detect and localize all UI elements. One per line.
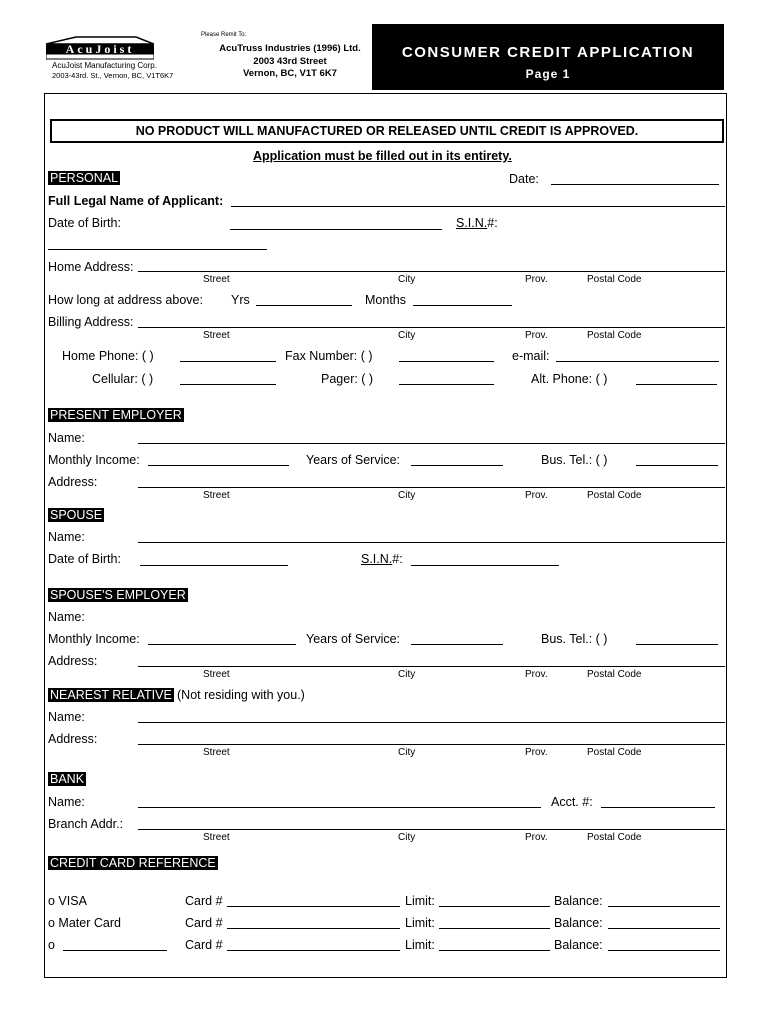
balance-label: Balance: — [554, 916, 603, 930]
employer-name-label: Name: — [48, 431, 85, 445]
spouse-years-label: Years of Service: — [306, 632, 401, 646]
card-number-label: Card # — [185, 894, 223, 908]
street-sub: Street — [203, 669, 230, 680]
street-sub: Street — [203, 832, 230, 843]
bank-name-label: Name: — [48, 795, 85, 809]
email-field[interactable] — [556, 361, 719, 362]
employer-address-label: Address: — [48, 475, 98, 489]
alt-phone-field[interactable] — [636, 384, 717, 385]
city-sub: City — [398, 747, 416, 758]
street-sub: Street — [203, 274, 230, 285]
monthly-income-label: Monthly Income: — [48, 453, 140, 467]
city-sub: City — [398, 330, 416, 341]
card-number-label: Card # — [185, 916, 223, 930]
card-type-visa[interactable]: o VISA — [48, 894, 87, 908]
spouse-employer-header: SPOUSE'S EMPLOYER — [50, 588, 186, 602]
card-number-field[interactable] — [227, 950, 400, 951]
remit-label: Please Remit To: — [201, 32, 247, 38]
bank-name-field[interactable] — [138, 807, 541, 808]
yrs-field[interactable] — [256, 305, 352, 306]
branch-label: Branch Addr.: — [48, 817, 124, 831]
title-box — [372, 24, 724, 90]
approval-notice: NO PRODUCT WILL MANUFACTURED OR RELEASED UNTIL CREDIT IS APPROVED. — [50, 119, 724, 143]
spouse-header: SPOUSE — [50, 508, 103, 522]
yrs-label: Yrs — [231, 293, 250, 307]
spouse-sin-field[interactable] — [411, 565, 559, 566]
postal-sub: Postal Code — [587, 274, 642, 285]
legal-name-field[interactable] — [231, 206, 725, 207]
billing-label: Billing Address: — [48, 315, 134, 329]
card-type-other-field[interactable] — [63, 950, 167, 951]
card-type-other[interactable]: o — [48, 938, 55, 952]
logo-address: 2003-43rd. St., Vernon, BC, V1T6K7 — [52, 71, 174, 80]
card-type-mastercard[interactable]: o Mater Card — [48, 916, 121, 930]
balance-field[interactable] — [608, 906, 720, 907]
spouse-name-field[interactable] — [138, 542, 725, 543]
fax-field[interactable] — [399, 361, 494, 362]
city-sub: City — [398, 274, 416, 285]
fax-label: Fax Number: ( ) — [285, 349, 373, 363]
cellular-field[interactable] — [180, 384, 276, 385]
years-service-field[interactable] — [411, 465, 503, 466]
spouse-dob-label: Date of Birth: — [48, 552, 121, 566]
branch-field[interactable] — [138, 829, 725, 830]
street-sub: Street — [203, 330, 230, 341]
relative-name-field[interactable] — [138, 722, 725, 723]
limit-field[interactable] — [439, 950, 550, 951]
employer-name-field[interactable] — [138, 443, 725, 444]
relative-address-field[interactable] — [138, 744, 725, 745]
remit-street: 2003 43rd Street — [253, 56, 327, 67]
legal-name-label: Full Legal Name of Applicant: — [48, 194, 224, 208]
email-label: e-mail: — [512, 349, 550, 363]
prov-sub: Prov. — [525, 330, 548, 341]
street-sub: Street — [203, 747, 230, 758]
relative-address-label: Address: — [48, 732, 98, 746]
postal-sub: Postal Code — [587, 747, 642, 758]
personal-header: PERSONAL — [50, 171, 119, 185]
spouse-employer-address-field[interactable] — [138, 666, 725, 667]
city-sub: City — [398, 669, 416, 680]
spouse-income-field[interactable] — [148, 644, 296, 645]
prov-sub: Prov. — [525, 747, 548, 758]
instruction-text: Application must be filled out in its entirety. — [253, 149, 512, 163]
limit-field[interactable] — [439, 906, 550, 907]
spouse-employer-address-label: Address: — [48, 654, 98, 668]
years-service-label: Years of Service: — [306, 453, 401, 467]
company-logo — [46, 36, 154, 60]
home-address-label: Home Address: — [48, 260, 134, 274]
employer-address-field[interactable] — [138, 487, 725, 488]
postal-sub: Postal Code — [587, 490, 642, 501]
city-sub: City — [398, 490, 416, 501]
bus-tel-label: Bus. Tel.: ( ) — [541, 453, 608, 467]
relative-name-label: Name: — [48, 710, 85, 724]
balance-field[interactable] — [608, 950, 720, 951]
spouse-sin-label: S.I.N.#: — [361, 552, 403, 566]
spouse-years-field[interactable] — [411, 644, 503, 645]
svg-text:AcuJoist: AcuJoist — [65, 42, 135, 56]
prov-sub: Prov. — [525, 669, 548, 680]
limit-label: Limit: — [405, 894, 435, 908]
remit-city: Vernon, BC, V1T 6K7 — [243, 68, 337, 79]
credit-header: CREDIT CARD REFERENCE — [50, 856, 216, 870]
months-label: Months — [365, 293, 406, 307]
spouse-bus-tel-field[interactable] — [636, 644, 718, 645]
postal-sub: Postal Code — [587, 832, 642, 843]
postal-sub: Postal Code — [587, 669, 642, 680]
months-field[interactable] — [413, 305, 512, 306]
pager-field[interactable] — [399, 384, 494, 385]
spouse-bus-tel-label: Bus. Tel.: ( ) — [541, 632, 608, 646]
limit-label: Limit: — [405, 916, 435, 930]
monthly-income-field[interactable] — [148, 465, 289, 466]
page-number: Page 1 — [525, 67, 571, 81]
home-address-field[interactable] — [138, 271, 725, 272]
spouse-income-label: Monthly Income: — [48, 632, 140, 646]
limit-field[interactable] — [439, 928, 550, 929]
sin-label: S.I.N.#: — [456, 216, 498, 230]
spouse-employer-name-label: Name: — [48, 610, 85, 624]
spouse-dob-field[interactable] — [140, 565, 288, 566]
city-sub: City — [398, 832, 416, 843]
date-label: Date: — [509, 172, 539, 186]
remit-company: AcuTruss Industries (1996) Ltd. — [219, 43, 361, 54]
logo-subtitle: AcuJoist Manufacturing Corp. — [52, 61, 157, 70]
form-frame — [44, 93, 727, 978]
spouse-name-label: Name: — [48, 530, 85, 544]
prov-sub: Prov. — [525, 274, 548, 285]
prov-sub: Prov. — [525, 832, 548, 843]
balance-field[interactable] — [608, 928, 720, 929]
billing-field[interactable] — [138, 327, 725, 328]
card-number-label: Card # — [185, 938, 223, 952]
card-number-field[interactable] — [227, 906, 400, 907]
sin-field[interactable] — [48, 249, 267, 250]
relative-note: (Not residing with you.) — [177, 688, 305, 702]
balance-label: Balance: — [554, 894, 603, 908]
alt-phone-label: Alt. Phone: ( ) — [531, 372, 608, 386]
acct-label: Acct. #: — [551, 795, 593, 809]
pager-label: Pager: ( ) — [321, 372, 374, 386]
dob-field[interactable] — [230, 229, 442, 230]
postal-sub: Postal Code — [587, 330, 642, 341]
limit-label: Limit: — [405, 938, 435, 952]
form-title: CONSUMER CREDIT APPLICATION — [401, 44, 695, 61]
bus-tel-field[interactable] — [636, 465, 718, 466]
prov-sub: Prov. — [525, 490, 548, 501]
balance-label: Balance: — [554, 938, 603, 952]
home-phone-field[interactable] — [180, 361, 276, 362]
relative-header: NEAREST RELATIVE — [50, 688, 172, 702]
dob-label: Date of Birth: — [48, 216, 121, 230]
date-field[interactable] — [551, 184, 719, 185]
cellular-label: Cellular: ( ) — [92, 372, 154, 386]
how-long-label: How long at address above: — [48, 293, 203, 307]
bank-header: BANK — [50, 772, 85, 786]
present-employer-header: PRESENT EMPLOYER — [50, 408, 182, 422]
street-sub: Street — [203, 490, 230, 501]
acct-field[interactable] — [601, 807, 715, 808]
home-phone-label: Home Phone: ( ) — [62, 349, 154, 363]
card-number-field[interactable] — [227, 928, 400, 929]
